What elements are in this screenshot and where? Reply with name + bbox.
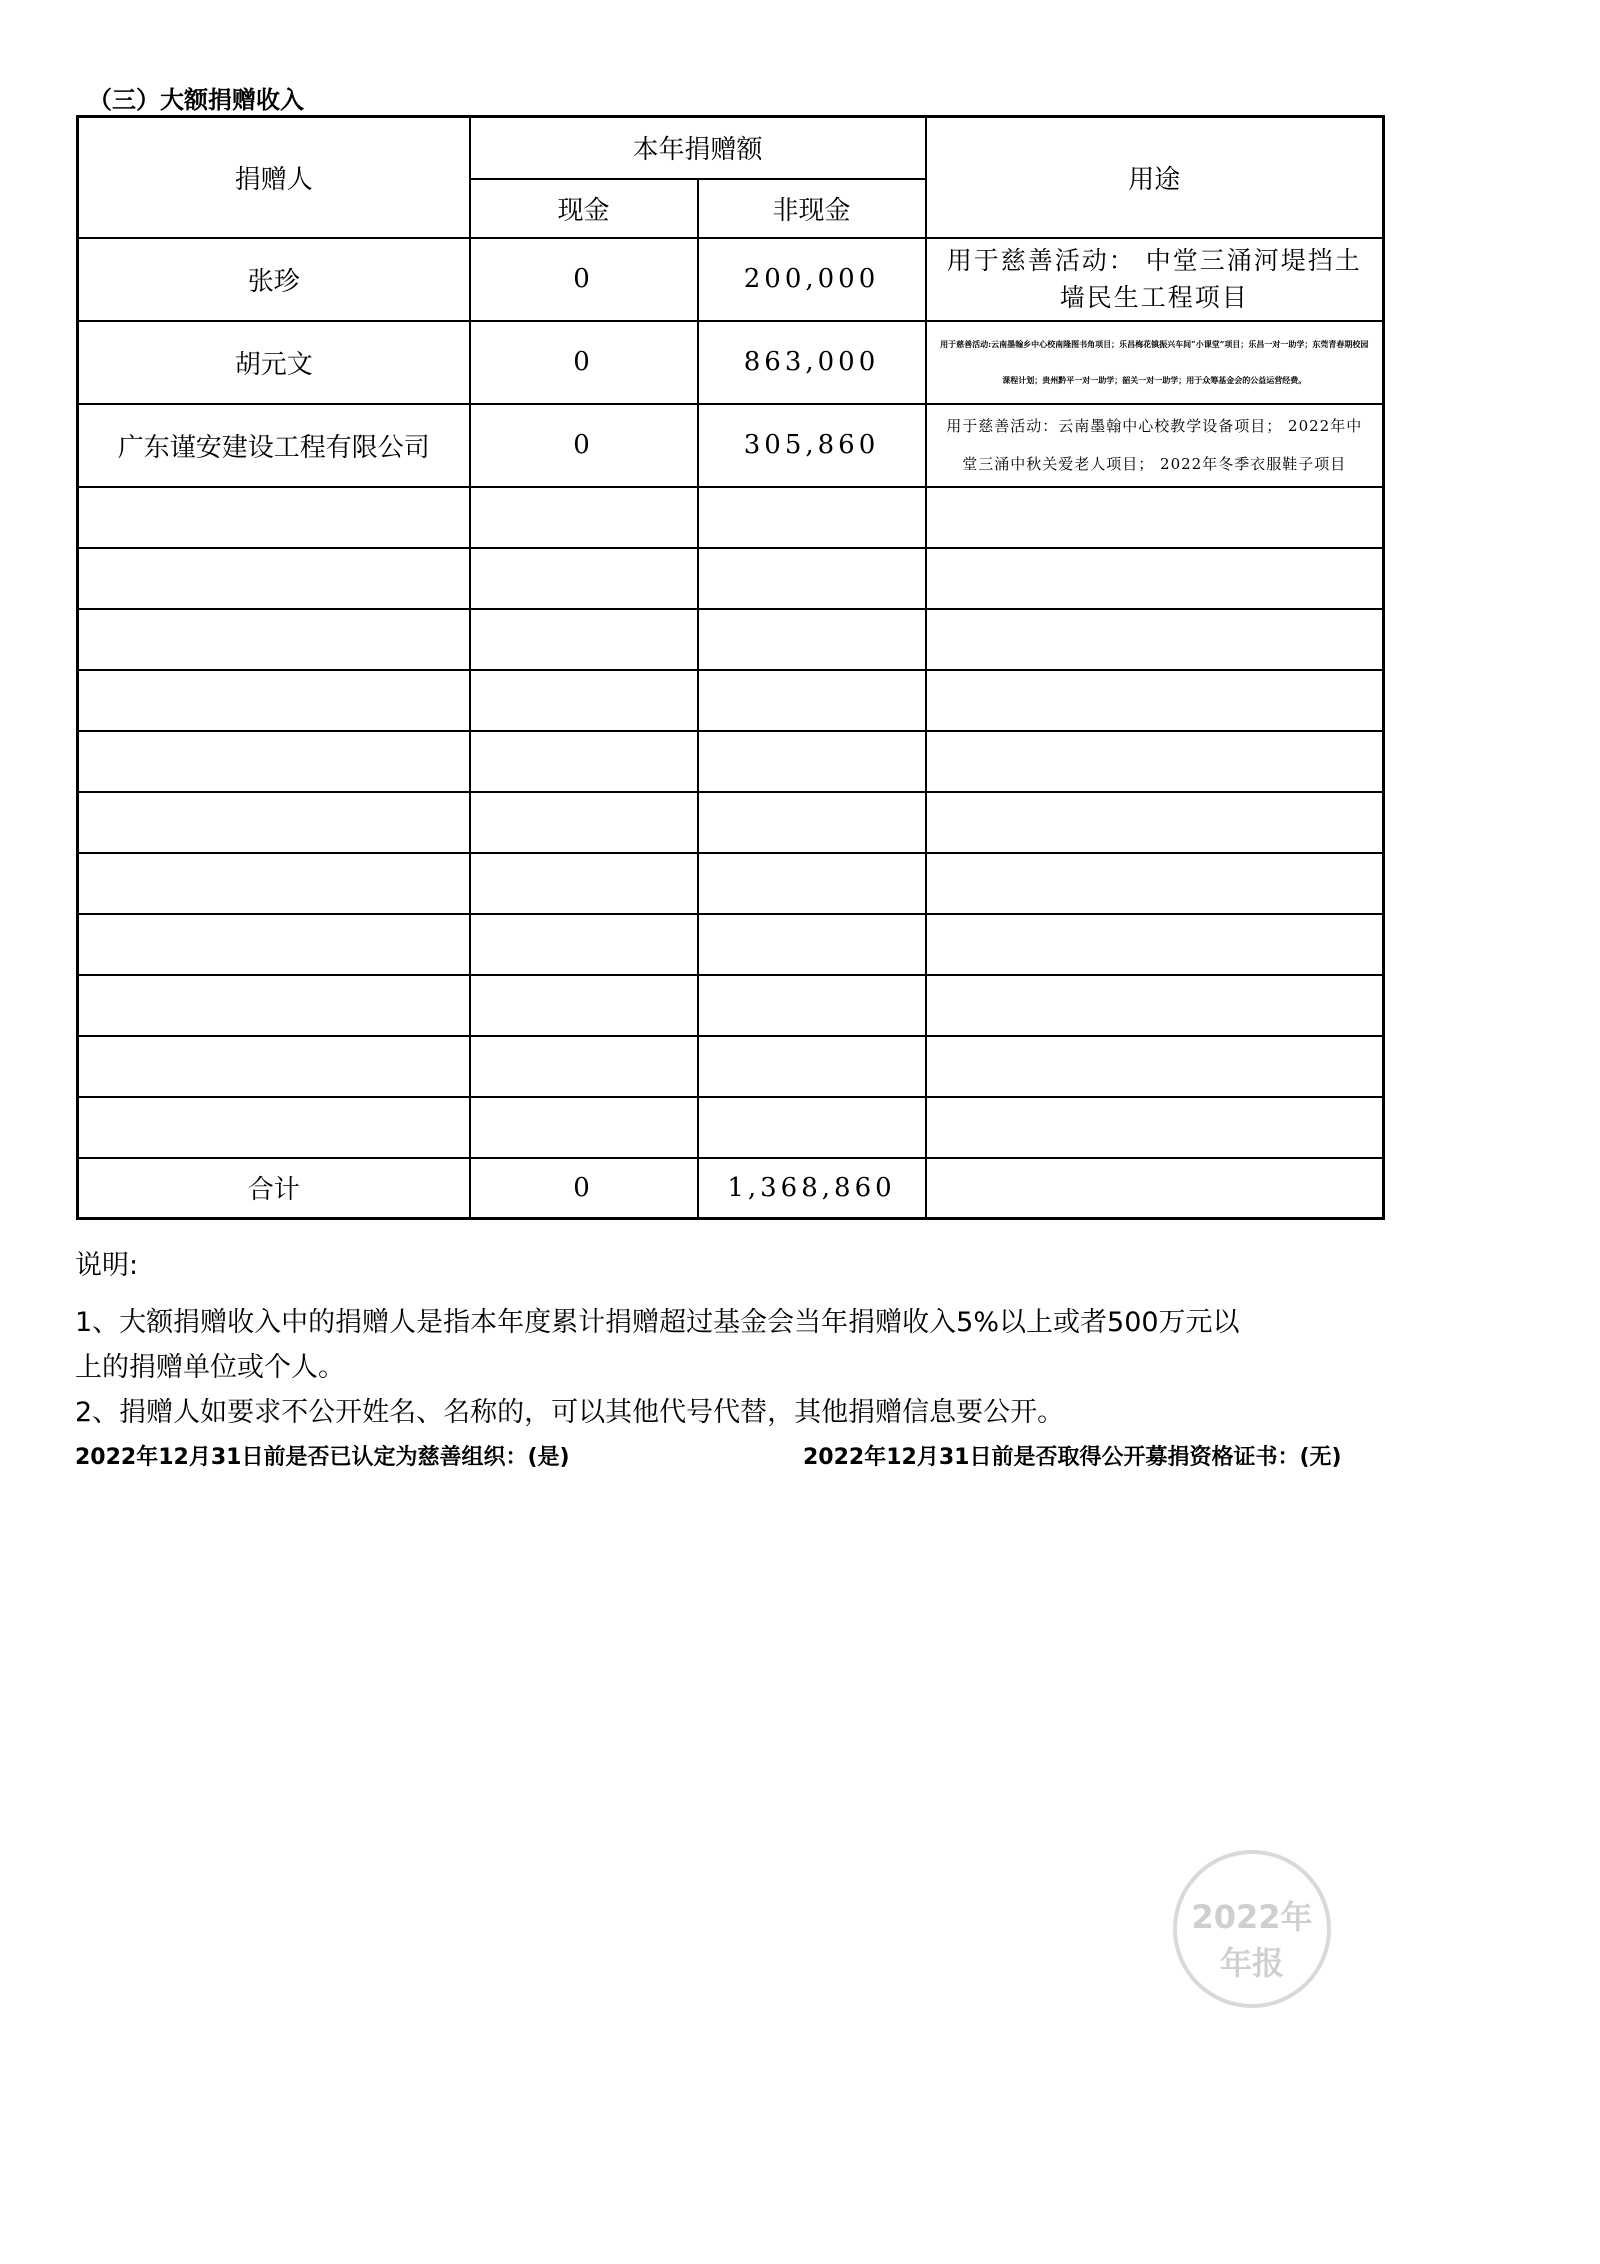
empty-row	[78, 792, 1384, 853]
noncash-cell: 305,860	[698, 404, 926, 487]
empty-row	[78, 1097, 1384, 1158]
empty-row	[78, 548, 1384, 609]
purpose-cell	[926, 238, 1384, 321]
cash-cell: 0	[470, 321, 698, 404]
empty-row	[78, 609, 1384, 670]
fundraising-status: 2022年12月31日前是否取得公开募捐资格证书：(无)	[803, 1445, 1342, 1470]
note-item-2: 2、捐赠人如要求不公开姓名、名称的，可以其他代号代替，其他捐赠信息要公开。	[75, 1397, 1065, 1428]
header-purpose: 用途	[926, 117, 1384, 238]
noncash-cell: 200,000	[698, 238, 926, 321]
empty-row	[78, 731, 1384, 792]
cash-cell: 0	[470, 404, 698, 487]
empty-row	[78, 487, 1384, 548]
purpose-cell	[926, 404, 1384, 487]
header-cash: 现金	[470, 179, 698, 238]
stamp-line-1: 2022年	[1191, 1898, 1313, 1936]
section-title: （三）大额捐赠收入	[88, 86, 304, 114]
total-noncash: 1,368,860	[698, 1158, 926, 1219]
stamp-line-2: 年报	[1219, 1944, 1284, 1982]
total-cash: 0	[470, 1158, 698, 1219]
charity-status: 2022年12月31日前是否已认定为慈善组织：(是)	[75, 1445, 570, 1470]
header-donor: 捐赠人	[78, 117, 470, 238]
header-row	[78, 117, 1384, 179]
note-item-1: 1、大额捐赠收入中的捐赠人是指本年度累计捐赠超过基金会当年捐赠收入5%以上或者500万元以	[75, 1307, 1240, 1338]
table-row	[78, 321, 1384, 404]
total-label: 合计	[78, 1158, 470, 1219]
noncash-cell: 863,000	[698, 321, 926, 404]
donor-cell: 胡元文	[78, 321, 470, 404]
purpose-line: 用于慈善活动：云南墨翰中心校教学设备项目； 2022年中	[946, 417, 1363, 435]
purpose-line: 墙民生工程项目	[1059, 283, 1249, 312]
notes-heading: 说明:	[75, 1250, 139, 1281]
table-row	[78, 404, 1384, 487]
purpose-line: 课程计划；贵州黔平一对一助学；韶关一对一助学；用于众筹基金会的公益运营经费。	[1002, 375, 1307, 385]
purpose-line: 用于慈善活动:云南墨翰乡中心校南隆图书角项目；乐昌梅花镇振兴车间“小课堂”项目；乐昌一对一助学；东莞青春期校园	[940, 339, 1369, 349]
header-amount-group: 本年捐赠额	[470, 117, 926, 179]
annual-report-stamp	[1173, 1850, 1331, 2008]
empty-row	[78, 975, 1384, 1036]
purpose-cell	[926, 321, 1384, 404]
cash-cell: 0	[470, 238, 698, 321]
table-row	[78, 238, 1384, 321]
empty-row	[78, 1036, 1384, 1097]
donations-table	[76, 115, 1385, 1220]
empty-row	[78, 670, 1384, 731]
donor-cell: 张珍	[78, 238, 470, 321]
purpose-line: 用于慈善活动： 中堂三涌河堤挡土	[946, 246, 1362, 275]
empty-row	[78, 853, 1384, 914]
donor-cell: 广东谨安建设工程有限公司	[78, 404, 470, 487]
total-row	[78, 1158, 1384, 1219]
header-noncash: 非现金	[698, 179, 926, 238]
purpose-line: 堂三涌中秋关爱老人项目； 2022年冬季衣服鞋子项目	[962, 455, 1347, 473]
empty-row	[78, 914, 1384, 975]
note-item-1-cont: 上的捐赠单位或个人。	[75, 1352, 345, 1383]
